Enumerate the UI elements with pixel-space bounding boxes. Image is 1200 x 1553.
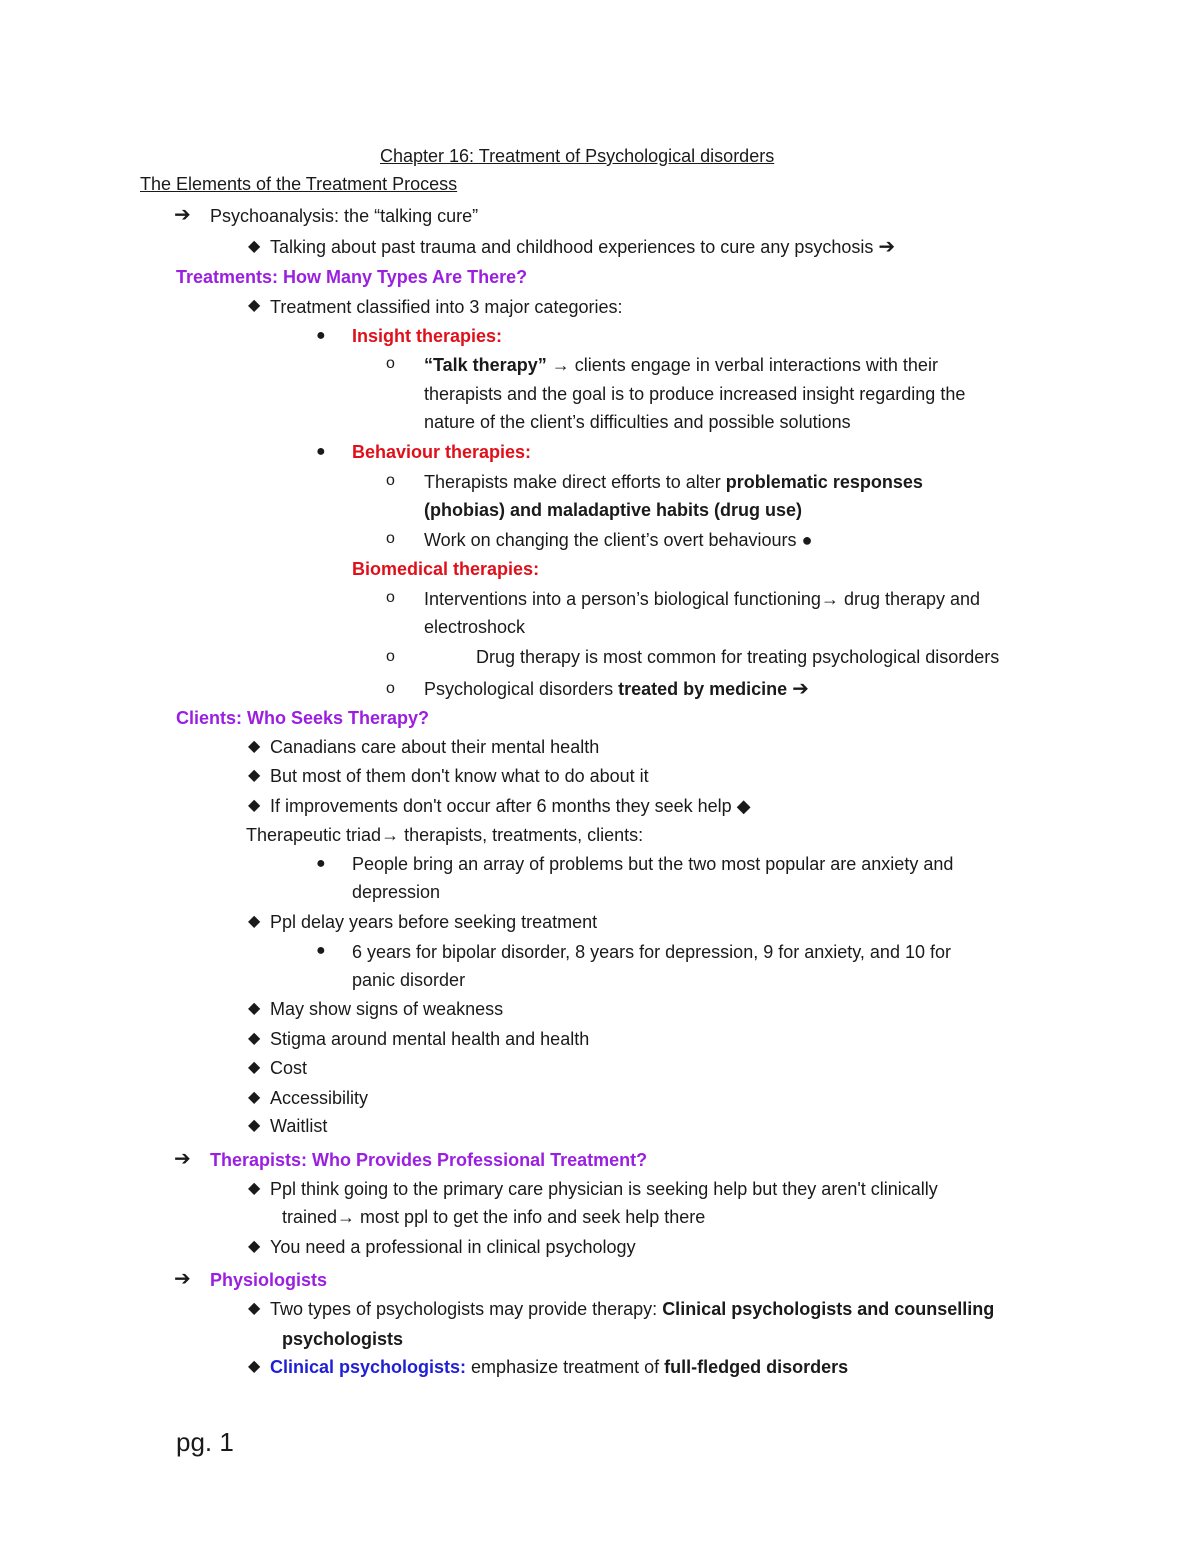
list-item	[424, 470, 923, 494]
diamond-bullet-icon: ◆	[248, 1059, 261, 1076]
arrow-icon: ➔	[792, 678, 809, 700]
list-item-text: Talking about past trauma and childhood experiences to cure any psychosis	[270, 237, 874, 257]
list-item-text: If improvements don't occur after 6 months they seek help	[270, 796, 732, 816]
arrow-icon: →	[551, 355, 570, 375]
subheading-behaviour: Behaviour therapies:	[352, 442, 532, 462]
list-item-continued: nature of the client’s difficulties and possible solutions	[424, 412, 851, 432]
list-item-text: Work on changing the client’s overt behaviours	[424, 530, 797, 550]
list-item	[424, 353, 938, 377]
list-item: Accessibility	[270, 1088, 369, 1108]
term: full-fledged disorders	[664, 1357, 849, 1377]
list-item-text: trained	[282, 1207, 338, 1227]
list-item	[270, 1355, 848, 1379]
circle-bullet-icon: o	[386, 680, 395, 697]
arrow-icon: →	[337, 1207, 356, 1227]
arrow-icon: ➔	[878, 236, 896, 258]
list-item	[270, 1297, 994, 1321]
section-heading-elements: The Elements of the Treatment Process	[140, 174, 458, 194]
diamond-bullet-icon: ◆	[248, 1358, 261, 1375]
list-item: People bring an array of problems but the two most popular are anxiety and	[352, 854, 954, 874]
list-item: Waitlist	[270, 1116, 328, 1136]
diamond-icon: ◆	[736, 796, 751, 816]
diamond-bullet-icon: ◆	[248, 797, 261, 814]
arrow-bullet-icon: ➔	[174, 204, 191, 226]
list-item: May show signs of weakness	[270, 999, 504, 1019]
list-item	[424, 677, 809, 701]
diamond-bullet-icon: ◆	[248, 913, 261, 930]
arrow-bullet-icon: ➔	[174, 1148, 191, 1170]
list-item: Treatment classified into 3 major categories:	[270, 297, 623, 317]
circle-bullet-icon: o	[386, 472, 395, 489]
list-item-text: drug therapy and	[838, 589, 981, 609]
subheading-insight: Insight therapies:	[352, 326, 503, 346]
list-item-text: therapists, treatments, clients:	[399, 825, 644, 845]
term: treated by medicine	[618, 679, 788, 699]
term: Clinical psychologists:	[270, 1357, 467, 1377]
dot-bullet-icon: ●	[316, 855, 326, 872]
list-item-text: Therapists make direct efforts to alter	[424, 472, 726, 492]
list-item-continued: depression	[352, 882, 441, 902]
diamond-bullet-icon: ◆	[248, 1238, 261, 1255]
dot-icon: ●	[801, 530, 813, 550]
section-heading-clients: Clients: Who Seeks Therapy?	[176, 708, 430, 728]
list-item: Cost	[270, 1058, 308, 1078]
list-item-continued: therapists and the goal is to produce increased insight regarding the	[424, 384, 966, 404]
dot-bullet-icon: ●	[316, 443, 326, 460]
list-item: Ppl delay years before seeking treatment	[270, 912, 598, 932]
arrow-icon: →	[820, 589, 839, 609]
list-item: You need a professional in clinical psychology	[270, 1237, 636, 1257]
list-item	[424, 587, 980, 611]
diamond-bullet-icon: ◆	[248, 238, 261, 255]
diamond-bullet-icon: ◆	[248, 1089, 261, 1106]
subheading-biomedical: Biomedical therapies:	[352, 559, 540, 579]
list-item-continued: panic disorder	[352, 970, 466, 990]
page-number: pg. 1	[176, 1427, 234, 1457]
circle-bullet-icon: o	[386, 355, 395, 372]
circle-bullet-icon: o	[386, 648, 395, 665]
diamond-bullet-icon: ◆	[248, 767, 261, 784]
list-item	[270, 235, 895, 259]
diamond-bullet-icon: ◆	[248, 1180, 261, 1197]
arrow-icon: →	[381, 825, 400, 845]
dot-bullet-icon: ●	[316, 942, 326, 959]
list-item-text: Two types of psychologists may provide therapy:	[270, 1299, 663, 1319]
diamond-bullet-icon: ◆	[248, 1000, 261, 1017]
section-heading-physiologists: Physiologists	[210, 1270, 328, 1290]
term: problematic responses	[725, 472, 923, 492]
list-item: But most of them don't know what to do about it	[270, 766, 649, 786]
diamond-bullet-icon: ◆	[248, 1117, 261, 1134]
circle-bullet-icon: o	[386, 589, 395, 606]
list-item: Psychoanalysis: the “talking cure”	[210, 206, 479, 226]
list-item-continued: (phobias) and maladaptive habits (drug use)	[424, 500, 803, 520]
list-item-text: most ppl to get the info and seek help there	[355, 1207, 706, 1227]
list-item-text: Psychological disorders	[424, 679, 619, 699]
list-item-text: emphasize treatment of	[466, 1357, 665, 1377]
list-item	[270, 794, 751, 818]
arrow-bullet-icon: ➔	[174, 1268, 191, 1290]
circle-bullet-icon: o	[386, 530, 395, 547]
term: “Talk therapy”	[424, 355, 547, 375]
list-item-text: clients engage in verbal interactions with their	[569, 355, 938, 375]
list-item: 6 years for bipolar disorder, 8 years for depression, 9 for anxiety, and 10 for	[352, 942, 951, 962]
list-item: Drug therapy is most common for treating psychological disorders	[476, 647, 1000, 667]
list-item-continued	[282, 1205, 705, 1229]
diamond-bullet-icon: ◆	[248, 1030, 261, 1047]
diamond-bullet-icon: ◆	[248, 1300, 261, 1317]
list-item	[424, 528, 812, 552]
term: Therapeutic triad	[246, 825, 382, 845]
document-title: Chapter 16: Treatment of Psychological disorders	[380, 146, 775, 166]
diamond-bullet-icon: ◆	[248, 738, 261, 755]
list-item-text: Interventions into a person’s biological functioning	[424, 589, 821, 609]
term: Clinical psychologists and counselling	[662, 1299, 995, 1319]
text-line	[246, 823, 643, 847]
list-item-continued: electroshock	[424, 617, 526, 637]
list-item-continued: psychologists	[282, 1329, 404, 1349]
section-heading-treatments: Treatments: How Many Types Are There?	[176, 267, 528, 287]
list-item: Ppl think going to the primary care physician is seeking help but they aren't clinically	[270, 1179, 938, 1199]
diamond-bullet-icon: ◆	[248, 297, 261, 314]
list-item: Stigma around mental health and health	[270, 1029, 590, 1049]
section-heading-therapists: Therapists: Who Provides Professional Treatment?	[210, 1150, 648, 1170]
list-item: Canadians care about their mental health	[270, 737, 600, 757]
dot-bullet-icon: ●	[316, 327, 326, 344]
